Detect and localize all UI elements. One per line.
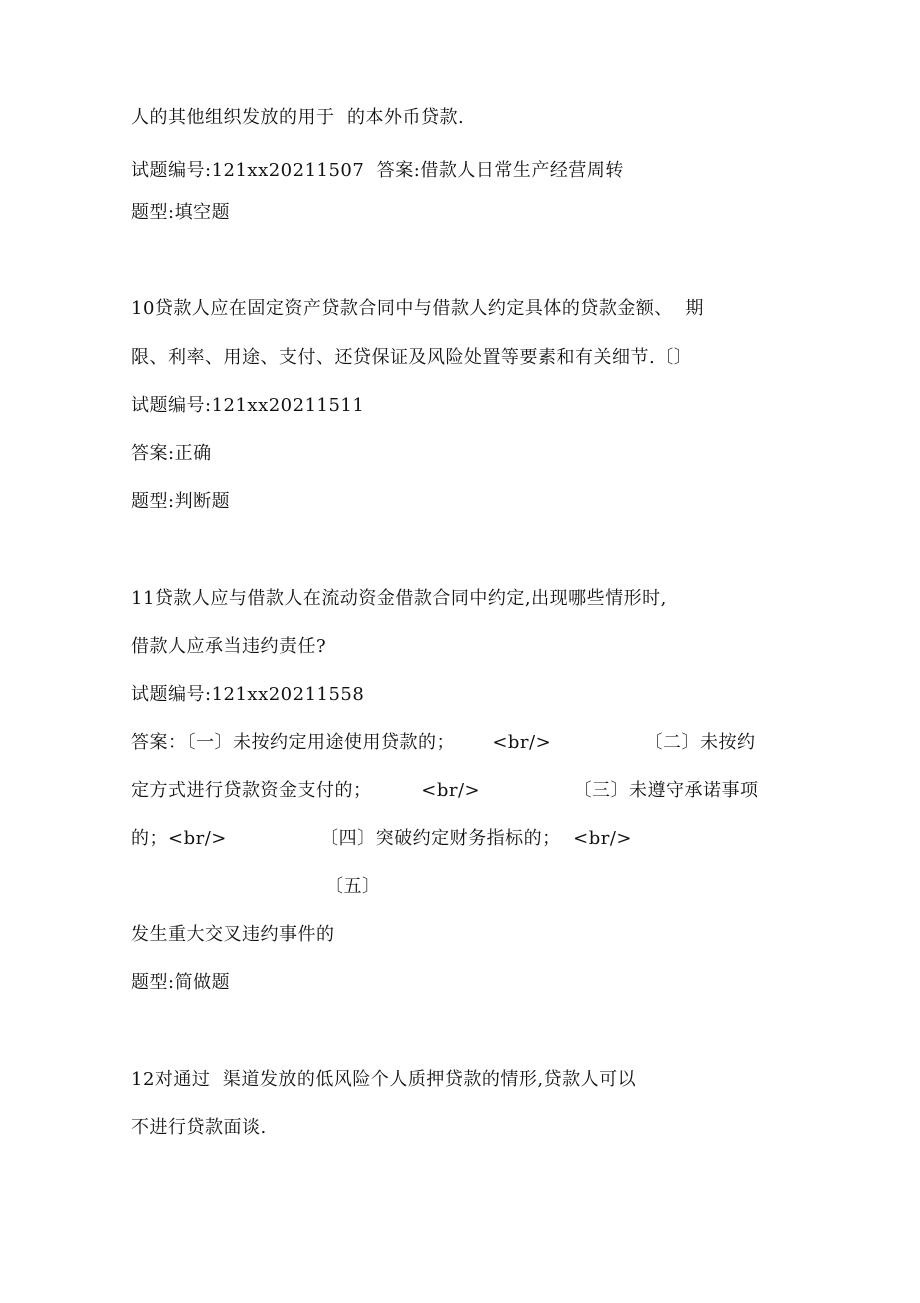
answer-line: 的；<br/> 〔四〕突破约定财务指标的； <br/> [131,828,632,849]
question-text-line: 11贷款人应与借款人在流动资金借款合同中约定,出现哪些情形时, [131,588,667,609]
question-id-line: 试题编号:121xx20211558 [131,684,365,705]
answer-line: 发生重大交叉违约事件的 [131,924,335,945]
question-type-line: 题型:简做题 [131,972,231,993]
answer-line: 定方式进行贷款资金支付的； <br/> 〔三〕未遵守承诺事项 [131,780,759,801]
question-text-line: 限、利率、用途、支付、还贷保证及风险处置等要素和有关细节.〔〕 [131,347,693,368]
question-id-answer-line: 试题编号:121xx20211507 答案:借款人日常生产经营周转 [131,160,624,181]
question-id-line: 试题编号:121xx20211511 [131,395,365,416]
question-type-line: 题型:填空题 [131,202,231,223]
answer-line: 答案：〔一〕未按约定用途使用贷款的； <br/> 〔二〕未按约 [131,732,756,753]
question-text-line: 不进行贷款面谈. [131,1117,267,1138]
answer-line: 〔五〕 [325,876,381,897]
question-text-line: 借款人应承当违约责任? [131,636,327,657]
text-line: 人的其他组织发放的用于 的本外币贷款. [131,107,465,128]
answer-line: 答案:正确 [131,443,212,464]
question-type-line: 题型:判断题 [131,491,231,512]
question-text-line: 10贷款人应在固定资产贷款合同中与借款人约定具体的贷款金额、 期 [131,298,704,319]
question-text-line: 12对通过 渠道发放的低风险个人质押贷款的情形,贷款人可以 [131,1069,637,1090]
